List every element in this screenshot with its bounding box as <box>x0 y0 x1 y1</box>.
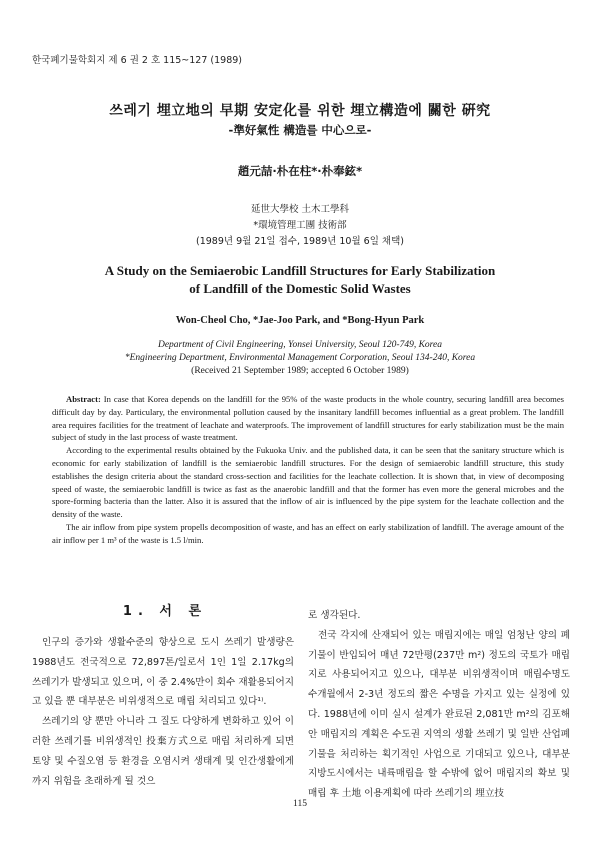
korean-authors: 趙元喆·朴在柱*·朴奉鉉* <box>237 164 363 178</box>
page-number: 115 <box>293 799 307 809</box>
right-paragraph-continuation: 로 생각된다. <box>308 610 361 621</box>
english-title <box>0 262 600 298</box>
right-column <box>308 606 570 804</box>
left-paragraph-2: 쓰레기의 양 뿐만 아니라 그 질도 다양하게 변화하고 있어 이러한 쓰레기를 비위생적인 投棄方式으로 매립 처리하게 되면 토양 및 수질오염 등 환경을 오염시켜 생태계 및 인간생활에게까지 위험을 초래하게 될 것으 <box>32 716 294 787</box>
english-received-date: (Received 21 September 1989; accepted 6 October 1989) <box>191 366 409 376</box>
abstract-text-1: In case that Korea depends on the landfill for the 95% of the waste products in the whole country, securing landfill area becomes difficult day by day. Particulary, the environmental pollution caused by the insanitary landfill becomes influential as a great problem. The landfill area requires facilities for the treatment of leachate and waterproofs. The improvement of landfill structures for early stabilization must be the main subject of study in the last process of waste treatment. <box>52 394 564 443</box>
left-column <box>32 633 294 791</box>
english-affiliation-1: Department of Civil Engineering, Yonsei University, Seoul 120-749, Korea <box>157 340 442 350</box>
korean-received-date: (1989년 9월 21일 접수, 1989년 10월 6일 채택) <box>196 236 404 247</box>
left-paragraph-1: 인구의 증가와 생활수준의 향상으로 도시 쓰레기 발생량은 1988년도 전국적으로 72,897톤/일로서 1인 1일 2.17kg의 쓰레기가 발생되고 있으며, 이 중 2.4%만이 회수 재활용되어지고 있을 뿐 대부분은 비위생적으로 매립 처리되고 있다¹⁾. <box>32 637 294 708</box>
abstract-label: Abstract: <box>66 394 101 404</box>
abstract-paragraph-1 <box>52 393 564 444</box>
abstract-paragraph-2: According to the experimental results obtained by the Fukuoka Univ. and the published data, it can be seen that the sanitary structure which is economic for early stabilization of landfill is the semiaerobic landfill structures. For the design of semiaerobic landfill structure, this study establishes the design criteria about the standard cross-section and facilities for the leachate collection. It is shown that, in view of decomposing speed of waste, the semiaerobic landfill is twice as fast as the anaerobic landfill and that the former has even more the general microbes and the spore-forming bacteria than the latter. Also it is assured that the inflow of air is influenced by the pipe system for the leachate collection and the density of the waste. <box>52 445 564 520</box>
english-title-line-2: of Landfill of the Domestic Solid Wastes <box>189 281 411 296</box>
english-affiliation-2: *Engineering Department, Environmental Management Corporation, Seoul 134-240, Korea <box>124 353 476 363</box>
section-heading-introduction: 1. 서 론 <box>122 604 208 619</box>
abstract <box>52 393 564 547</box>
korean-affiliation-2: *環境管理工團 技術部 <box>253 220 347 231</box>
journal-reference: 한국폐기물학회지 제 6 권 2 호 115~127 (1989) <box>32 55 242 66</box>
korean-subtitle: -準好氣性 構造를 中心으로- <box>228 123 372 137</box>
english-authors: Won-Cheol Cho, *Jae-Joo Park, and *Bong-Hyun Park <box>175 315 425 326</box>
korean-affiliation-1: 延世大學校 土木工學科 <box>250 204 350 215</box>
korean-title: 쓰레기 埋立地의 早期 安定化를 위한 埋立構造에 關한 硏究 <box>109 103 491 119</box>
english-title-line-1: A Study on the Semiaerobic Landfill Structures for Early Stabilization <box>104 263 496 278</box>
right-paragraph-1: 전국 각지에 산재되어 있는 매립지에는 매일 엄청난 양의 폐기물이 반입되어 매년 72만평(237만 m²) 정도의 국토가 매립지로 사용되어지고 있으나, 대부분 비위생적이며 매립수명도 수개월에서 2-3년 정도의 짧은 수명을 가지고 있는 실정에 있다. 1988년에 이미 실시 설계가 완료된 2,081만 m²의 김포해안 매립지의 계획은 수도권 지역의 생활 쓰레기 및 일반 산업폐기물을 처리하는 획기적인 사업으로 기대되고 있으나, 대부분 지방도시에서는 내륙매립을 할 수밖에 없어 매립지의 확보 및 매립 후 土地 이용계획에 따라 쓰레기의 埋立技 <box>308 629 570 800</box>
abstract-paragraph-3: The air inflow from pipe system propells decomposition of waste, and has an effect on early stabilization of landfill. The average amount of the air inflow per 1 m³ of the waste is 1.5 l/min. <box>52 521 564 545</box>
